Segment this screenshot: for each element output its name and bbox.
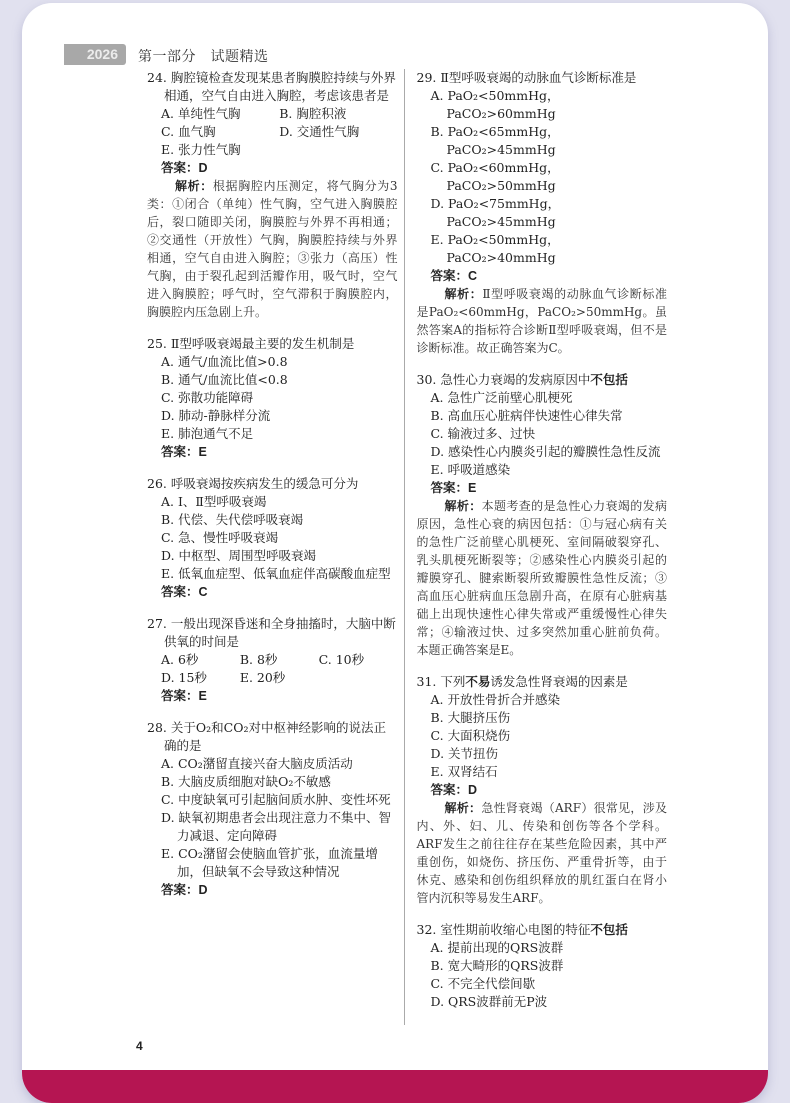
- option: E. CO₂潴留会使脑血管扩张，血流量增加，但缺氧不会导致这种情况: [161, 846, 378, 879]
- option: C. 急、慢性呼吸衰竭: [161, 530, 279, 545]
- page-number: 4: [136, 1039, 143, 1053]
- answer: [147, 583, 398, 601]
- options: [147, 755, 398, 881]
- year-badge: 2026: [64, 44, 126, 65]
- stem-text: 室性期前收缩心电图的特征: [440, 922, 591, 937]
- question-27: [147, 615, 398, 705]
- question-number: 26.: [147, 476, 167, 491]
- stem-text-tail: 诱发急性肾衰竭的因素是: [490, 674, 628, 689]
- option: E. 肺泡通气不足: [161, 426, 254, 441]
- answer-value: C: [468, 269, 478, 283]
- option: E. 呼吸道感染: [430, 462, 511, 477]
- option: B. 通气/血流比值<0.8: [161, 372, 288, 387]
- analysis-label: 解析：: [175, 179, 213, 193]
- option: D. QRS波群前无P波: [430, 994, 548, 1009]
- options: [417, 87, 668, 267]
- option: B. 宽大畸形的QRS波群: [430, 958, 564, 973]
- question-32: [417, 921, 668, 1011]
- answer-label: 答案：: [430, 783, 469, 797]
- analysis-text: 根据胸腔内压测定，将气胸分为3类：①闭合（单纯）性气胸，空气进入胸膜腔后，裂口随即关闭，胸膜腔与外界不再相通；②交通性（开放性）气胸，胸膜腔持续与外界相通，空气自由进入胸腔；③张力（高压）性气胸，由于裂孔起到活瓣作用，吸气时，空气进入胸膜腔；呼气时，空气滞积于胸膜腔内，胸膜腔内压急剧上升。: [147, 179, 398, 319]
- option: A. 提前出现的QRS波群: [430, 940, 564, 955]
- option: A. CO₂潴留直接兴奋大脑皮质活动: [161, 756, 353, 771]
- option: A. 急性广泛前壁心肌梗死: [430, 390, 573, 405]
- answer-label: 答案：: [161, 445, 199, 459]
- analysis-label: 解析：: [444, 287, 483, 301]
- answer-label: 答案：: [161, 585, 199, 599]
- book-page: [22, 3, 768, 1103]
- option: E. 20秒: [239, 670, 286, 685]
- answer: [147, 443, 398, 461]
- question-number: 32.: [416, 922, 437, 937]
- question-number: 31.: [416, 674, 437, 689]
- answer-label: 答案：: [161, 161, 199, 175]
- option: B. 8秒: [239, 652, 278, 667]
- question-stem: [147, 475, 398, 493]
- option: A. PaO₂<50mmHg，PaCO₂>60mmHg: [430, 88, 560, 121]
- question-stem: [147, 615, 398, 651]
- answer-label: 答案：: [430, 481, 469, 495]
- footer-band: [22, 1070, 768, 1103]
- answer: [147, 881, 398, 899]
- answer-label: 答案：: [430, 269, 469, 283]
- question-25: [147, 335, 398, 461]
- option: D. 15秒: [161, 670, 207, 685]
- option: D. 肺动-静脉样分流: [161, 408, 271, 423]
- options: [417, 691, 668, 781]
- question-stem: [147, 719, 398, 755]
- option: B. 大脑皮质细胞对缺O₂不敏感: [161, 774, 331, 789]
- right-column: [404, 69, 668, 1025]
- option: C. 大面积烧伤: [430, 728, 511, 743]
- question-26: [147, 475, 398, 601]
- analysis-label: 解析：: [444, 801, 482, 815]
- answer: [147, 687, 398, 705]
- question-number: 24.: [147, 70, 167, 85]
- stem-emphasis: 不包括: [590, 923, 628, 937]
- answer-value: D: [198, 161, 208, 175]
- stem-emphasis: 不包括: [590, 373, 628, 387]
- option: A. 通气/血流比值>0.8: [161, 354, 288, 369]
- left-column: [147, 69, 404, 1025]
- answer: [417, 267, 668, 285]
- answer-value: D: [198, 883, 208, 897]
- options: [417, 939, 668, 1011]
- option: B. 大腿挤压伤: [430, 710, 511, 725]
- stem-text: Ⅱ型呼吸衰竭的动脉血气诊断标准是: [440, 70, 637, 85]
- options: [147, 353, 398, 443]
- question-stem: [147, 335, 398, 353]
- option: D. 缺氧初期患者会出现注意力不集中、智力减退、定向障碍: [161, 810, 392, 843]
- options: [147, 493, 398, 583]
- options: [147, 651, 398, 687]
- stem-text: 关于O₂和CO₂对中枢神经影响的说法正确的是: [164, 720, 386, 753]
- question-columns: [147, 69, 667, 1025]
- question-number: 25.: [147, 336, 167, 351]
- option: C. PaO₂<60mmHg，PaCO₂>50mmHg: [430, 160, 560, 193]
- option: C. 血气胸: [161, 124, 216, 139]
- option: D. 关节扭伤: [430, 746, 499, 761]
- stem-text: 呼吸衰竭按疾病发生的缓急可分为: [170, 476, 359, 491]
- option: C. 输液过多、过快: [430, 426, 536, 441]
- question-stem: [417, 673, 668, 691]
- question-stem: [417, 921, 668, 939]
- question-31: [417, 673, 668, 907]
- option: B. 胸腔积液: [279, 106, 347, 121]
- option: D. 感染性心内膜炎引起的瓣膜性急性反流: [430, 444, 661, 459]
- analysis: [417, 799, 668, 907]
- stem-emphasis: 不易: [465, 675, 491, 689]
- answer: [417, 479, 668, 497]
- section-title: 第一部分 试题精选: [138, 48, 269, 64]
- answer-value: E: [468, 481, 477, 495]
- analysis-label: 解析：: [444, 499, 482, 513]
- analysis: [147, 177, 398, 321]
- answer: [147, 159, 398, 177]
- option: D. 中枢型、周围型呼吸衰竭: [161, 548, 317, 563]
- question-24: [147, 69, 398, 321]
- analysis-text: Ⅱ型呼吸衰竭的动脉血气诊断标准是PaO₂<60mmHg，PaCO₂>50mmHg。虽然答案A的指标符合诊断Ⅱ型呼吸衰竭，但不是诊断标准。故正确答案为C。: [416, 287, 667, 355]
- question-number: 27.: [147, 616, 167, 631]
- page-header: [22, 3, 768, 69]
- answer-value: E: [198, 689, 207, 703]
- option: E. PaO₂<50mmHg，PaCO₂>40mmHg: [430, 232, 560, 265]
- option: D. PaO₂<75mmHg，PaCO₂>45mmHg: [430, 196, 561, 229]
- question-number: 30.: [416, 372, 437, 387]
- option: E. 低氧血症型、低氧血症伴高碳酸血症型: [161, 566, 391, 581]
- stem-text: 胸腔镜检查发现某患者胸膜腔持续与外界相通，空气自由进入胸腔，考虑该患者是: [164, 70, 396, 103]
- analysis: [417, 285, 668, 357]
- option: B. PaO₂<65mmHg，PaCO₂>45mmHg: [430, 124, 560, 157]
- analysis-text: 急性肾衰竭（ARF）很常见，涉及内、外、妇、儿、传染和创伤等各个学科。ARF发生之前往往存在某些危险因素，其中严重创伤，如烧伤、挤压伤、严重骨折等，由于休克、感染和创伤组织释放的肌红蛋白在肾小管内沉积等易发生ARF。: [416, 801, 667, 905]
- option: B. 代偿、失代偿呼吸衰竭: [161, 512, 304, 527]
- option: A. Ⅰ、Ⅱ型呼吸衰竭: [161, 494, 267, 509]
- question-stem: [417, 69, 668, 87]
- option: E. 双肾结石: [430, 764, 498, 779]
- option: A. 6秒: [161, 652, 199, 667]
- question-number: 28.: [147, 720, 167, 735]
- options: [147, 105, 398, 159]
- answer-label: 答案：: [161, 883, 199, 897]
- option: B. 高血压心脏病伴快速性心律失常: [430, 408, 623, 423]
- question-28: [147, 719, 398, 899]
- option: C. 中度缺氧可引起脑间质水肿、变性坏死: [161, 792, 391, 807]
- option: E. 张力性气胸: [161, 142, 241, 157]
- option: C. 不完全代偿间歇: [430, 976, 536, 991]
- stem-text: 一般出现深昏迷和全身抽搐时，大脑中断供氧的时间是: [164, 616, 396, 649]
- stem-text: 急性心力衰竭的发病原因中: [440, 372, 591, 387]
- analysis: [417, 497, 668, 659]
- analysis-text: 本题考查的是急性心力衰竭的发病原因，急性心衰的病因包括：①与冠心病有关的急性广泛前壁心肌梗死、室间隔破裂穿孔、乳头肌梗死断裂等；②感染性心内膜炎引起的瓣膜穿孔、腱索断裂所致瓣膜性急性反流；③高血压心脏病血压急剧升高，在原有心脏病基础上出现快速性心律失常或严重缓慢性心律失常；④输液过快、过多突然加重心脏前负荷。本题正确答案是E。: [416, 499, 667, 657]
- option: A. 单纯性气胸: [161, 106, 241, 121]
- question-30: [417, 371, 668, 659]
- option: C. 10秒: [318, 652, 365, 667]
- question-stem: [417, 371, 668, 389]
- answer-value: D: [468, 783, 478, 797]
- stem-text: 下列: [440, 674, 466, 689]
- options: [417, 389, 668, 479]
- option: D. 交通性气胸: [279, 124, 360, 139]
- page-footer: [136, 1025, 667, 1053]
- answer-value: C: [198, 585, 208, 599]
- answer: [417, 781, 668, 799]
- answer-label: 答案：: [161, 689, 199, 703]
- option: C. 弥散功能障碍: [161, 390, 254, 405]
- stem-text: Ⅱ型呼吸衰竭最主要的发生机制是: [170, 336, 355, 351]
- question-number: 29.: [416, 70, 437, 85]
- option: A. 开放性骨折合并感染: [430, 692, 560, 707]
- question-stem: [147, 69, 398, 105]
- question-29: [417, 69, 668, 357]
- answer-value: E: [198, 445, 207, 459]
